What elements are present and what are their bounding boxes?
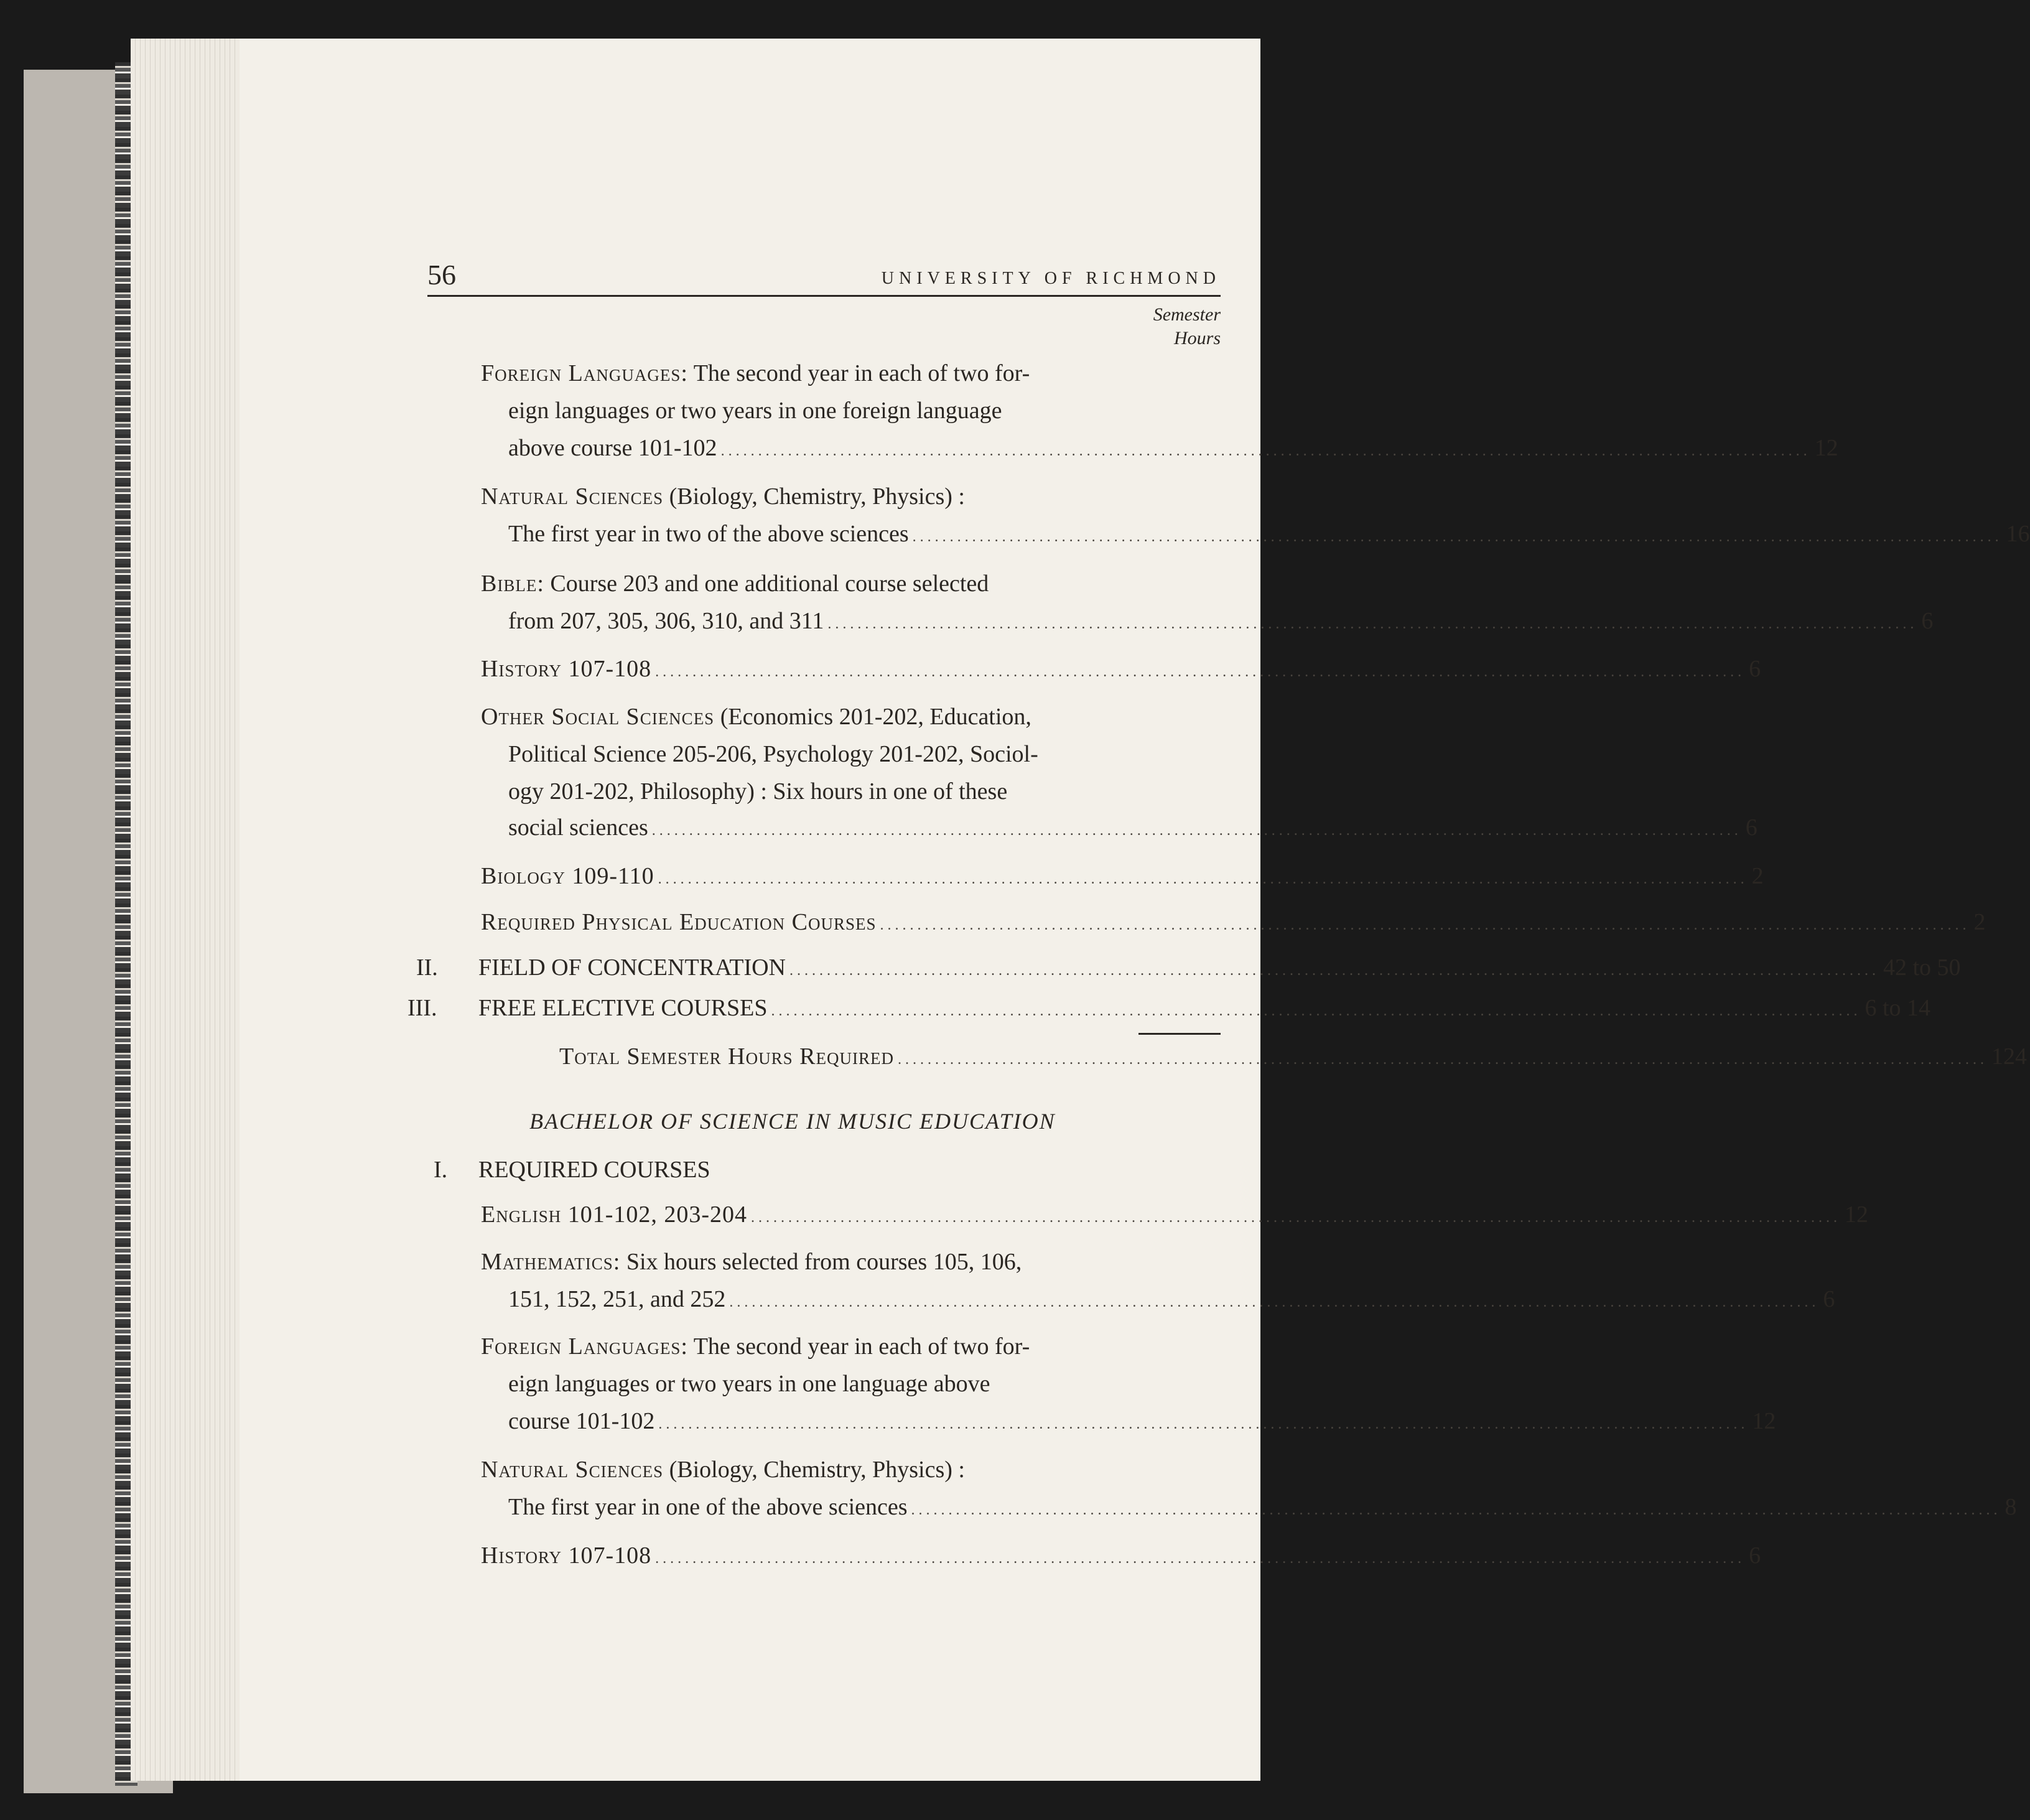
hours-value: 6	[1749, 656, 1761, 682]
hours-value: 2	[1973, 909, 1986, 935]
hours-value: 6 to 14	[1865, 995, 1931, 1021]
foreign-languages-2-line-3: course 101-102 .................................................................................................................................................. 12	[508, 1404, 1222, 1442]
mathematics-line-1: Mathematics: Six hours selected from courses 105, 106,	[481, 1249, 1022, 1275]
natural-sciences-2-line-2: The first year in one of the above sciences .................................................................................................................................................. 8	[508, 1490, 1222, 1528]
natural-sciences-line-1: Natural Sciences (Biology, Chemistry, Physics) :	[481, 483, 965, 510]
other-social-sciences-line-1: Other Social Sciences (Economics 201-202, Education,	[481, 704, 1031, 730]
foreign-languages-2-line-2: eign languages or two years in one language above	[508, 1371, 990, 1397]
hours-value: 8	[2004, 1494, 2017, 1520]
field-of-concentration-line: FIELD OF CONCENTRATION .................................................................................................................................................. 42 to 50	[478, 950, 1222, 989]
physical-education-line: Required Physical Education Courses .................................................................................................................................................. 2	[481, 905, 1222, 943]
hours-value: 12	[1814, 435, 1838, 461]
history-line: History 107-108 .................................................................................................................................................. 6	[481, 651, 1222, 690]
hours-value: 2	[1751, 863, 1764, 889]
hours-value: 6	[1749, 1542, 1761, 1569]
page-number: 56	[427, 259, 456, 291]
bible-line-2: from 207, 305, 306, 310, and 311 .................................................................................................................................................. 6	[508, 604, 1222, 642]
hours-value: 42 to 50	[1883, 954, 1961, 981]
natural-sciences-2-line-1: Natural Sciences (Biology, Chemistry, Physics) :	[481, 1457, 965, 1483]
hours-value: 6	[1921, 608, 1934, 634]
hours-value: 16	[2006, 521, 2030, 547]
natural-sciences-line-2: The first year in two of the above sciences .................................................................................................................................................. 16	[508, 516, 1222, 555]
hours-value: 12	[1845, 1202, 1869, 1228]
hours-value: 12	[1752, 1408, 1776, 1434]
column-header-line-1: Semester	[1153, 304, 1221, 325]
section-numeral-i: I.	[434, 1157, 448, 1183]
hours-value: 124	[1991, 1043, 2027, 1070]
total-rule	[1138, 1033, 1221, 1035]
free-elective-line: FREE ELECTIVE COURSES .................................................................................................................................................. 6 to 14	[478, 991, 1222, 1029]
mathematics-line-2: 151, 152, 251, and 252 .................................................................................................................................................. 6	[508, 1282, 1222, 1320]
other-social-sciences-line-3: ogy 201-202, Philosophy) : Six hours in one of these	[508, 778, 1008, 805]
running-head: UNIVERSITY OF RICHMOND	[881, 269, 1221, 288]
foreign-languages-2-line-1: Foreign Languages: The second year in each of two for-	[481, 1333, 1030, 1360]
foreign-languages-line-3: above course 101-102 .................................................................................................................................................. 12	[508, 431, 1222, 469]
hours-value: 6	[1823, 1286, 1835, 1312]
page-stack-edges	[131, 39, 255, 1781]
hours-value: 6	[1745, 814, 1758, 841]
page-header	[427, 220, 1221, 297]
total-hours-line: Total Semester Hours Required .................................................................................................................................................. 124	[559, 1039, 1222, 1078]
bible-line-1: Bible: Course 203 and one additional course selected	[481, 571, 989, 597]
catalog-page	[240, 39, 2030, 1781]
biology-line: Biology 109-110 .................................................................................................................................................. 2	[481, 859, 1222, 897]
column-header-line-2: Hours	[1173, 328, 1221, 348]
foreign-languages-line-2: eign languages or two years in one foreign language	[508, 398, 1002, 424]
english-line: English 101-102, 203-204 .................................................................................................................................................. 12	[481, 1197, 1222, 1236]
other-social-sciences-line-4: social sciences .................................................................................................................................................. 6	[508, 810, 1222, 849]
degree-heading: BACHELOR OF SCIENCE IN MUSIC EDUCATION	[529, 1109, 1056, 1134]
history-2-line: History 107-108 .................................................................................................................................................. 6	[481, 1538, 1222, 1577]
foreign-languages-line-1: Foreign Languages: The second year in each of two for-	[481, 360, 1030, 386]
other-social-sciences-line-2: Political Science 205-206, Psychology 201-202, Sociol-	[508, 741, 1038, 767]
semester-hours-column-header	[1153, 303, 1221, 350]
section-numeral-iii: III.	[407, 995, 437, 1021]
required-courses-heading: REQUIRED COURSES	[478, 1157, 710, 1183]
section-numeral-ii: II.	[416, 954, 438, 981]
